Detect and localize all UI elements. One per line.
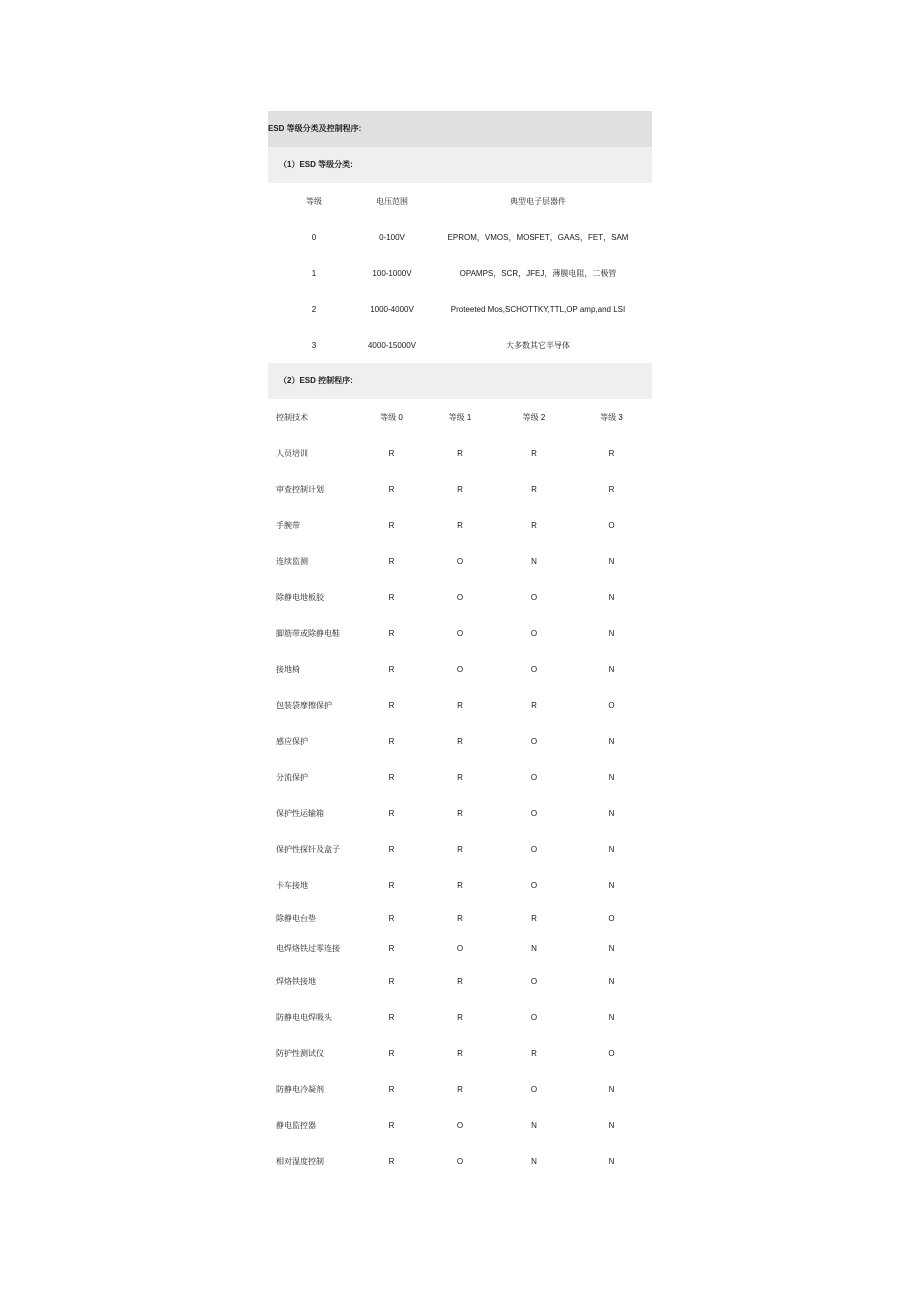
document-title: ESD 等级分类及控制程序: (268, 111, 652, 147)
control-technique: 保护性探针及盒子 (276, 844, 340, 854)
control-technique: 脚筋带或除静电鞋 (276, 628, 340, 638)
class-level: 1 (311, 268, 317, 278)
control-level-2: O (530, 736, 538, 746)
control-level-0: R (388, 592, 395, 602)
control-table-row (268, 543, 652, 579)
control-level-1: O (456, 592, 464, 602)
control-level-0: R (388, 484, 395, 494)
control-technique: 接地椅 (276, 664, 300, 674)
control-level-0: R (388, 976, 395, 986)
control-table-row (268, 831, 652, 867)
class-voltage: 4000-15000V (367, 340, 417, 350)
control-technique: 焊烙铁接地 (276, 976, 316, 986)
control-level-3: O (608, 700, 615, 710)
control-level-1: O (456, 664, 464, 674)
control-level-3: N (608, 943, 615, 953)
control-level-1: O (456, 943, 464, 953)
class-voltage: 1000-4000V (370, 304, 414, 314)
control-level-0: R (388, 520, 395, 530)
control-level-0: R (388, 1120, 395, 1130)
control-level-3: O (608, 913, 615, 923)
control-table-row (268, 1071, 652, 1107)
control-level-2: O (530, 1012, 538, 1022)
class-devices: EPROM，VMOS，MOSFET，GAAS，FET，SAM (447, 232, 629, 242)
control-level-2: O (530, 664, 538, 674)
control-level-1: R (457, 913, 463, 923)
control-level-2: N (531, 1120, 537, 1130)
control-level-1: R (457, 976, 463, 986)
esd-control-table (268, 399, 652, 1179)
control-technique: 防护性测试仪 (276, 1048, 324, 1058)
control-level-3: N (608, 1120, 615, 1130)
header-voltage: 电压范围 (376, 196, 408, 206)
control-level-3: N (608, 976, 615, 986)
control-level-2: O (530, 628, 538, 638)
control-level-1: R (457, 520, 463, 530)
control-table-row (268, 615, 652, 651)
control-level-2: R (531, 448, 537, 458)
class-table-header (268, 183, 652, 219)
control-level-2: N (531, 556, 537, 566)
header-level-1: 等级 1 (448, 412, 472, 422)
control-technique: 分流保护 (276, 772, 308, 782)
control-level-2: O (530, 844, 538, 854)
control-level-1: R (457, 772, 463, 782)
control-level-0: R (388, 628, 395, 638)
control-table-row (268, 1107, 652, 1143)
control-level-1: R (457, 1048, 463, 1058)
header-level-3: 等级 3 (600, 412, 623, 422)
control-technique: 保护性运输箱 (276, 808, 324, 818)
control-level-1: O (456, 1120, 464, 1130)
control-level-2: O (530, 976, 538, 986)
control-level-0: R (388, 772, 395, 782)
control-table-row (268, 903, 652, 933)
control-level-3: N (608, 1084, 615, 1094)
control-table-row (268, 963, 652, 999)
control-level-0: R (388, 664, 395, 674)
control-level-3: N (608, 556, 615, 566)
control-table-row (268, 933, 652, 963)
control-level-0: R (388, 448, 395, 458)
control-technique: 除静电地板胶 (276, 592, 324, 602)
control-table-row (268, 579, 652, 615)
control-table-row (268, 999, 652, 1035)
control-table-row (268, 1035, 652, 1071)
control-level-2: R (531, 913, 537, 923)
control-level-0: R (388, 1012, 395, 1022)
class-level: 0 (311, 232, 317, 242)
control-level-0: R (388, 943, 395, 953)
class-voltage: 100-1000V (372, 268, 412, 278)
class-voltage: 0-100V (379, 232, 405, 242)
class-table-row (268, 291, 652, 327)
control-level-1: R (457, 700, 463, 710)
control-level-1: R (457, 808, 463, 818)
control-technique: 防静电电焊吸头 (276, 1012, 332, 1022)
class-level: 2 (311, 304, 317, 314)
control-level-3: N (608, 1012, 615, 1022)
header-level-2: 等级 2 (522, 412, 546, 422)
class-table-row (268, 327, 652, 363)
control-table-row (268, 1143, 652, 1179)
control-table-row (268, 795, 652, 831)
control-level-3: R (608, 448, 615, 458)
control-level-1: R (457, 484, 463, 494)
header-devices: 典型电子层器件 (510, 196, 566, 206)
control-level-0: R (388, 880, 395, 890)
control-level-3: N (608, 844, 615, 854)
control-level-2: R (531, 520, 537, 530)
control-table-row (268, 507, 652, 543)
control-level-1: R (457, 736, 463, 746)
control-technique: 连续监测 (276, 556, 308, 566)
control-technique: 手腕带 (276, 520, 300, 530)
control-level-0: R (388, 700, 395, 710)
control-level-3: N (608, 808, 615, 818)
class-devices: 大多数其它半导体 (506, 340, 570, 350)
control-level-3: N (608, 736, 615, 746)
control-level-1: R (457, 1084, 463, 1094)
control-technique: 审查控制计划 (276, 484, 324, 494)
class-level: 3 (311, 340, 317, 350)
class-table-row (268, 255, 652, 291)
control-level-2: R (531, 484, 537, 494)
control-level-1: R (457, 844, 463, 854)
control-level-2: N (531, 943, 537, 953)
control-table-row (268, 867, 652, 903)
control-level-0: R (388, 736, 395, 746)
control-technique: 卡车接地 (276, 880, 308, 890)
control-level-3: N (608, 880, 615, 890)
control-technique: 除静电台垫 (276, 913, 316, 923)
esd-document (268, 111, 652, 1179)
control-technique: 防静电冷凝剂 (276, 1084, 324, 1094)
class-devices: OPAMPS，SCR，JFEJ，薄膜电阻，二极管 (459, 268, 617, 278)
control-table-row (268, 651, 652, 687)
control-level-1: O (456, 556, 464, 566)
control-level-0: R (388, 913, 395, 923)
control-level-3: N (608, 628, 615, 638)
control-level-2: N (531, 1156, 537, 1166)
control-table-row (268, 435, 652, 471)
control-level-3: R (608, 484, 615, 494)
control-technique: 相对湿度控制 (276, 1156, 324, 1166)
control-level-1: R (457, 880, 463, 890)
control-level-1: R (457, 448, 463, 458)
control-level-1: O (456, 1156, 464, 1166)
control-level-3: N (608, 664, 615, 674)
control-technique: 电焊烙铁过零连接 (276, 943, 340, 953)
control-technique: 包装袋摩擦保护 (276, 700, 332, 710)
control-level-0: R (388, 1084, 395, 1094)
control-level-2: O (530, 1084, 538, 1094)
control-technique: 静电监控器 (276, 1120, 316, 1130)
class-table-row (268, 219, 652, 255)
control-table-row (268, 723, 652, 759)
control-level-2: R (531, 1048, 537, 1058)
control-level-0: R (388, 556, 395, 566)
control-level-0: R (388, 808, 395, 818)
control-table-row (268, 759, 652, 795)
class-devices: Proteeted Mos,SCHOTTKY,TTL,OP amp,and LSI (450, 304, 626, 314)
control-level-3: N (608, 772, 615, 782)
esd-class-table (268, 183, 652, 363)
header-class: 等级 (306, 196, 322, 206)
control-level-3: O (608, 520, 615, 530)
control-level-1: O (456, 628, 464, 638)
control-table-row (268, 687, 652, 723)
control-level-0: R (388, 844, 395, 854)
control-level-3: O (608, 1048, 615, 1058)
control-table-header (268, 399, 652, 435)
header-level-0: 等级 0 (380, 412, 403, 422)
control-level-3: N (608, 592, 615, 602)
control-level-2: O (530, 772, 538, 782)
control-level-2: O (530, 808, 538, 818)
control-level-0: R (388, 1048, 395, 1058)
control-level-1: R (457, 1012, 463, 1022)
section1-heading: （1）ESD 等级分类: (268, 147, 652, 183)
control-level-2: O (530, 592, 538, 602)
header-technique: 控制技术 (276, 412, 308, 422)
section2-heading: （2）ESD 控制程序: (268, 363, 652, 399)
control-technique: 感应保护 (276, 736, 308, 746)
control-table-row (268, 471, 652, 507)
control-level-3: N (608, 1156, 615, 1166)
control-level-2: O (530, 880, 538, 890)
control-technique: 人员培训 (276, 448, 308, 458)
control-level-0: R (388, 1156, 395, 1166)
control-level-2: R (531, 700, 537, 710)
